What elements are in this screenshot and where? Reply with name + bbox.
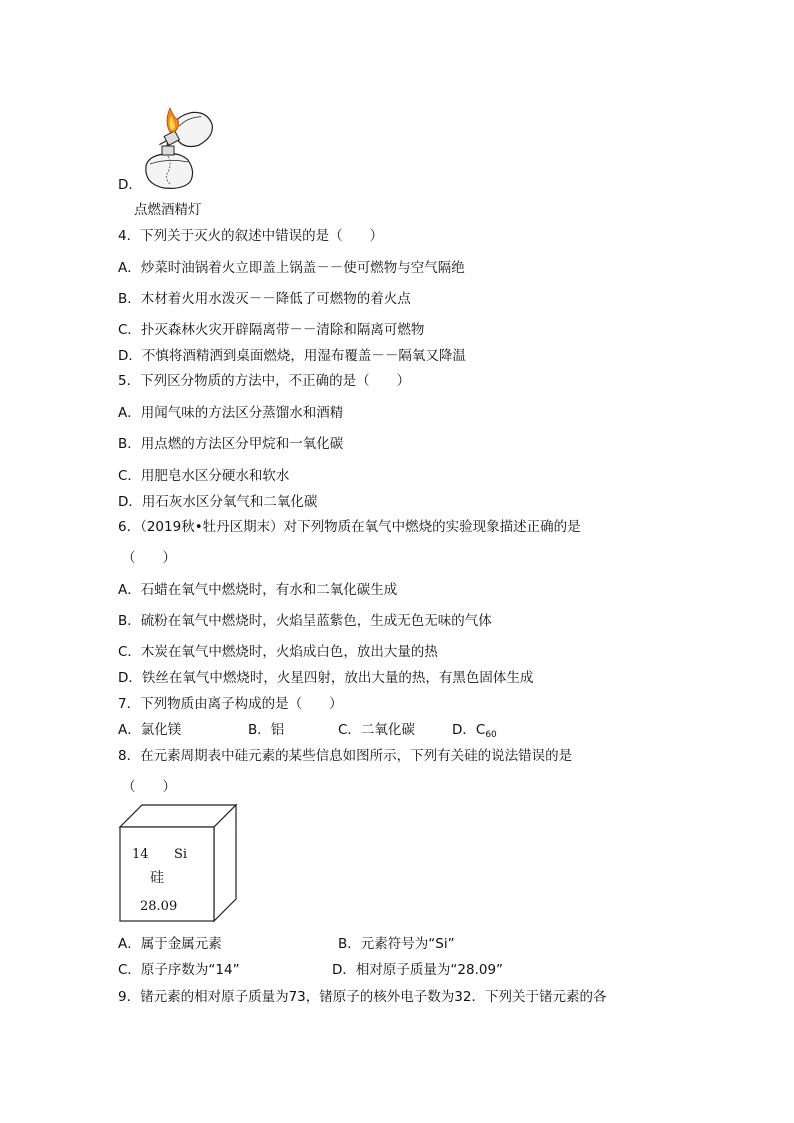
q8-option-b: B．元素符号为“Si”	[338, 936, 455, 952]
element-atomic-number: 14	[132, 847, 149, 862]
q5-option-a: A．用闻气味的方法区分蒸馏水和酒精	[118, 405, 344, 421]
q8-option-d: D．相对原子质量为“28.09”	[332, 962, 504, 978]
q9-stem: 9．锗元素的相对原子质量为73，锗原子的核外电子数为32．下列关于锗元素的各	[118, 989, 607, 1005]
silicon-element-cube	[118, 803, 242, 923]
q7-option-d	[452, 721, 497, 744]
q8-stem-cont: （ ）	[122, 779, 176, 795]
q7-option-b: B．铝	[248, 722, 285, 738]
alcohol-lamp-lighting-image	[134, 100, 224, 192]
q4-option-a: A．炒菜时油锅着火立即盖上锅盖－－使可燃物与空气隔绝	[118, 260, 465, 276]
q5-option-b: B．用点燃的方法区分甲烷和一氧化碳	[118, 436, 344, 452]
q6-option-d: D．铁丝在氧气中燃烧时，火星四射，放出大量的热，有黑色固体生成	[118, 670, 534, 686]
q5-option-c: C．用肥皂水区分硬水和软水	[118, 468, 290, 484]
q5-stem: 5．下列区分物质的方法中，不正确的是（ ）	[118, 373, 411, 389]
q4-option-b: B．木材着火用水泼灭－－降低了可燃物的着火点	[118, 291, 411, 307]
q8-option-a: A．属于金属元素	[118, 936, 222, 952]
q7-stem: 7．下列物质由离子构成的是（ ）	[118, 696, 343, 712]
element-atomic-mass: 28.09	[140, 899, 178, 914]
q5-option-d: D．用石灰水区分氧气和二氧化碳	[118, 494, 318, 510]
q8-option-c: C．原子序数为“14”	[118, 962, 240, 978]
q6-option-c: C．木炭在氧气中燃烧时，火焰成白色，放出大量的热	[118, 644, 438, 660]
q6-stem: 6．（2019秋•牡丹区期末）对下列物质在氧气中燃烧的实验现象描述正确的是	[118, 519, 581, 535]
q8-stem: 8．在元素周期表中硅元素的某些信息如图所示，下列有关硅的说法错误的是	[118, 748, 573, 764]
element-symbol: Si	[174, 847, 188, 862]
q7-option-a: A．氯化镁	[118, 722, 182, 738]
q4-stem: 4．下列关于灭火的叙述中错误的是（ ）	[118, 228, 384, 244]
q4-option-c: C．扑灭森林火灾开辟隔离带－－清除和隔离可燃物	[118, 322, 425, 338]
q6-option-a: A．石蜡在氧气中燃烧时，有水和二氧化碳生成	[118, 582, 398, 598]
q7-option-c: C．二氧化碳	[338, 722, 415, 738]
q4-option-d: D．不慎将酒精洒到桌面燃烧，用湿布覆盖－－隔氧又降温	[118, 348, 466, 364]
q3-option-d-label: D．	[118, 177, 142, 193]
element-name: 硅	[150, 870, 164, 886]
q3-option-d-caption: 点燃酒精灯	[134, 202, 202, 218]
q7-option-d-prefix: D．C	[452, 722, 486, 738]
q7-option-d-subscript: 60	[485, 730, 497, 740]
q6-stem-cont: （ ）	[122, 550, 176, 566]
q6-option-b: B．硫粉在氧气中燃烧时，火焰呈蓝紫色，生成无色无味的气体	[118, 613, 492, 629]
